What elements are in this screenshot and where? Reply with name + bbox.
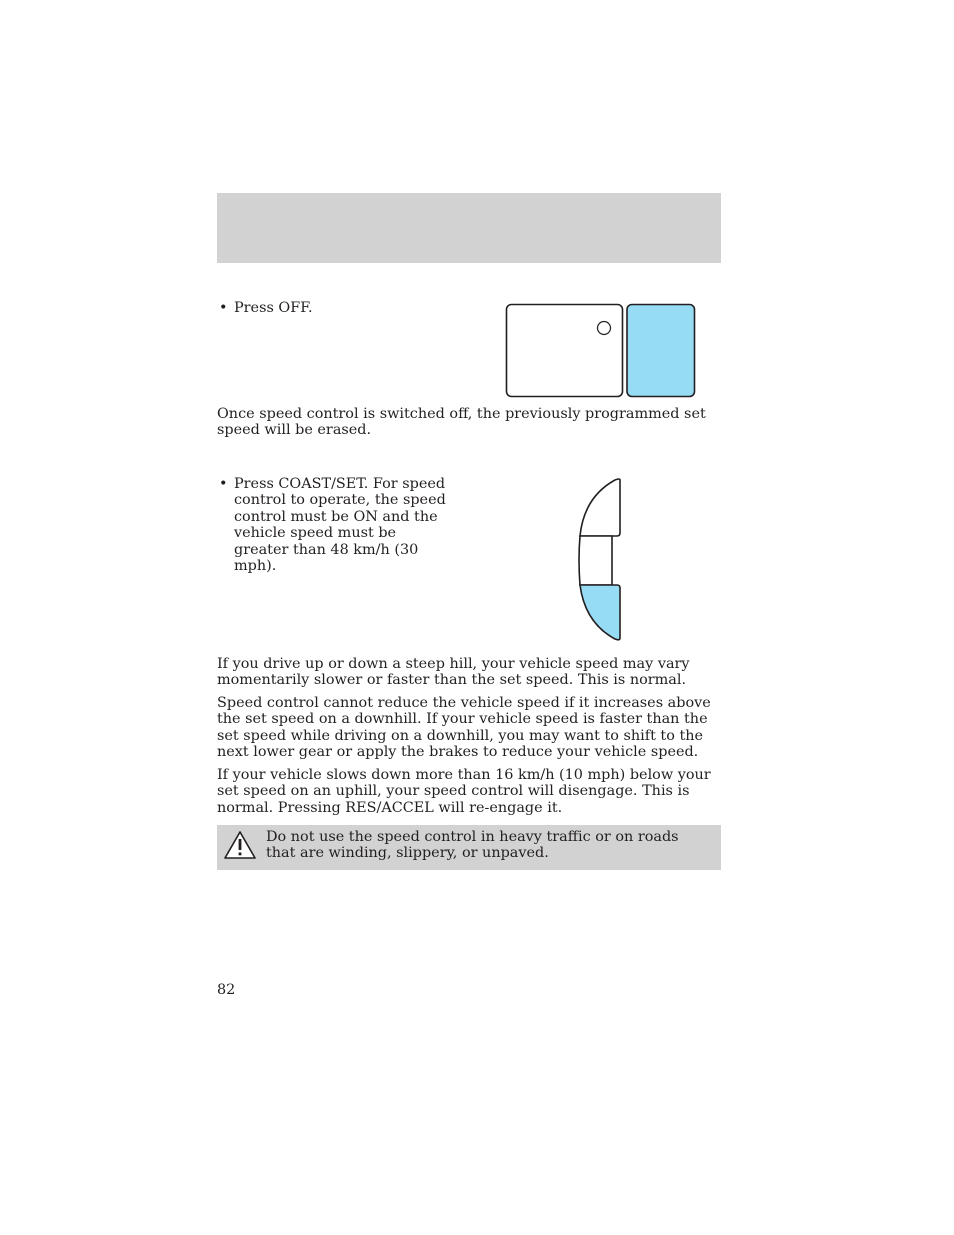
bullet: • — [219, 300, 228, 316]
bullet: • — [219, 476, 228, 492]
warning-box — [217, 825, 721, 870]
resume-accel-button — [580, 479, 620, 536]
indicator-light — [598, 322, 611, 335]
middle-section — [579, 536, 612, 585]
instruction-press-off: Press OFF. — [234, 300, 313, 316]
page-number: 82 — [217, 982, 236, 998]
paragraph-hill: If you drive up or down a steep hill, your vehicle speed may vary momentarily slower or faster than the set speed. This is normal. — [217, 656, 690, 689]
section-header-band — [217, 193, 721, 263]
instruction-press-coast-set: Press COAST/SET. For speed control to operate, the speed control must be ON and the vehicle speed must be greater than 48 km/h (30 mph). — [234, 476, 446, 575]
warning-triangle-icon — [223, 830, 257, 860]
off-button-illustration — [505, 303, 697, 399]
on-button — [507, 305, 623, 397]
paragraph-downhill: Speed control cannot reduce the vehicle speed if it increases above the set speed on a downhill. If your vehicle speed is faster than the set speed while driving on a downhill, you may want to shift to the next lower gear or apply the brakes to reduce your vehicle speed. — [217, 695, 711, 761]
paragraph-erased: Once speed control is switched off, the previously programmed set speed will be erased. — [217, 406, 706, 439]
coast-set-switch-illustration — [575, 477, 625, 643]
paragraph-uphill: If your vehicle slows down more than 16 km/h (10 mph) below your set speed on an uphill, your speed control will disengage. This is normal. Pressing RES/ACCEL will re-engage it. — [217, 767, 711, 816]
off-button-highlighted — [627, 305, 695, 397]
warning-text: Do not use the speed control in heavy traffic or on roads that are winding, slippery, or unpaved. — [266, 829, 679, 862]
coast-set-button-highlighted — [580, 585, 620, 640]
